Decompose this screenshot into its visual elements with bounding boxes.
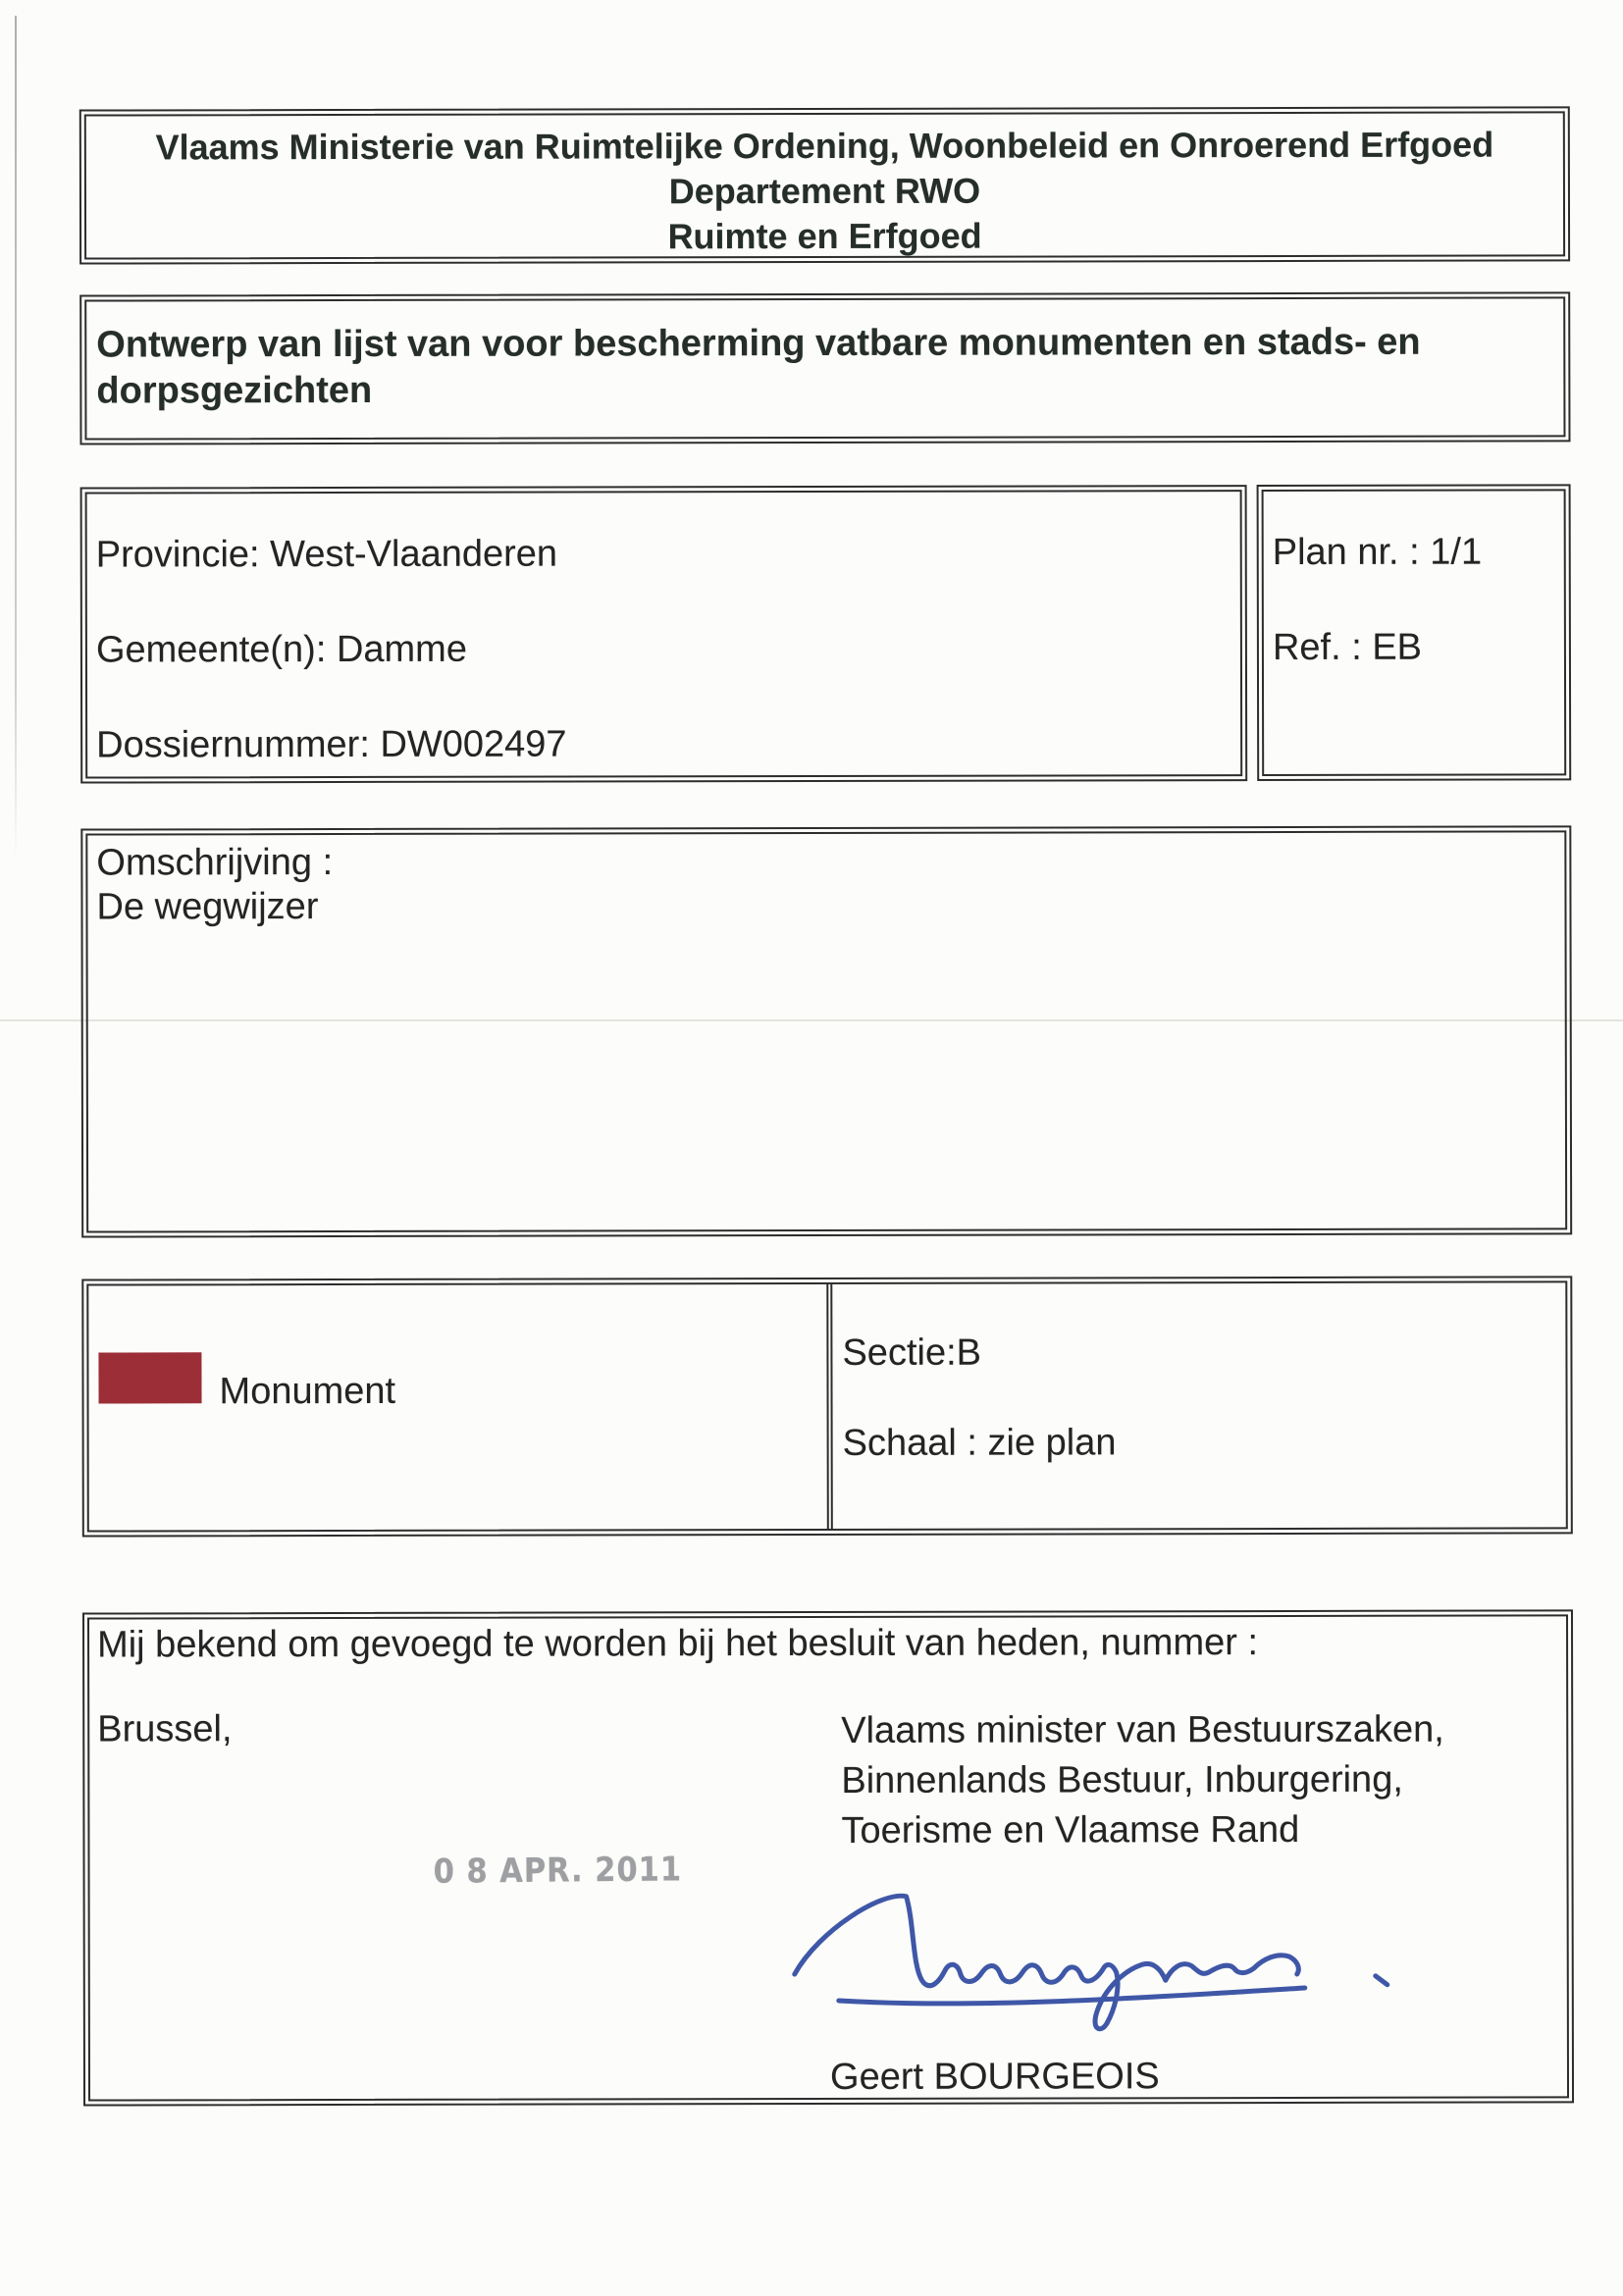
municipality-field: Gemeente(n): Damme bbox=[95, 628, 467, 671]
province-field: Provincie: West-Vlaanderen bbox=[95, 533, 558, 576]
date-stamp: 0 8 APR. 2011 bbox=[433, 1850, 683, 1892]
document-title-line: Ontwerp van lijst van voor bescherming vatbare monumenten en stads- en bbox=[96, 321, 1421, 366]
plan-ref-box bbox=[1257, 484, 1572, 781]
closing-statement: Mij bekend om gevoegd te worden bij het besluit van heden, nummer : bbox=[97, 1622, 1259, 1666]
signature-box bbox=[82, 1609, 1574, 2106]
document-title-line: dorpsgezichten bbox=[96, 369, 373, 412]
minister-title-block bbox=[841, 1705, 1444, 1856]
legend-section-cell bbox=[832, 1282, 1566, 1529]
ministry-header-box bbox=[79, 106, 1570, 264]
dossier-number-field: Dossiernummer: DW002497 bbox=[96, 723, 567, 766]
signer-name: Geert BOURGEOIS bbox=[829, 2056, 1160, 2098]
description-label: Omschrijving : bbox=[96, 842, 334, 884]
legend-monument-cell bbox=[88, 1284, 833, 1531]
document-title-box bbox=[79, 291, 1570, 444]
minister-title-line: Toerisme en Vlaamse Rand bbox=[841, 1808, 1300, 1852]
minister-title-line: Vlaams minister van Bestuurszaken, bbox=[841, 1708, 1444, 1751]
legend-box bbox=[81, 1276, 1573, 1537]
agency-name: Ruimte en Erfgoed bbox=[667, 215, 982, 257]
handwritten-signature bbox=[687, 1880, 1413, 2054]
section-field: Sectie:B bbox=[842, 1331, 982, 1374]
scale-field: Schaal : zie plan bbox=[842, 1422, 1117, 1464]
monument-label: Monument bbox=[219, 1370, 396, 1413]
description-value: De wegwijzer bbox=[96, 886, 319, 928]
minister-title-line: Binnenlands Bestuur, Inburgering, bbox=[841, 1758, 1403, 1801]
reference-field: Ref. : EB bbox=[1272, 626, 1423, 669]
ministry-name: Vlaams Ministerie van Ruimtelijke Ordening, Woonbeleid en Onroerend Erfgoed bbox=[155, 124, 1494, 168]
plan-number-field: Plan nr. : 1/1 bbox=[1272, 531, 1483, 574]
department-name: Departement RWO bbox=[668, 170, 981, 212]
description-box bbox=[80, 825, 1572, 1237]
location-info-box bbox=[80, 485, 1248, 783]
city-line: Brussel, bbox=[97, 1708, 233, 1750]
monument-color-swatch bbox=[98, 1352, 201, 1403]
